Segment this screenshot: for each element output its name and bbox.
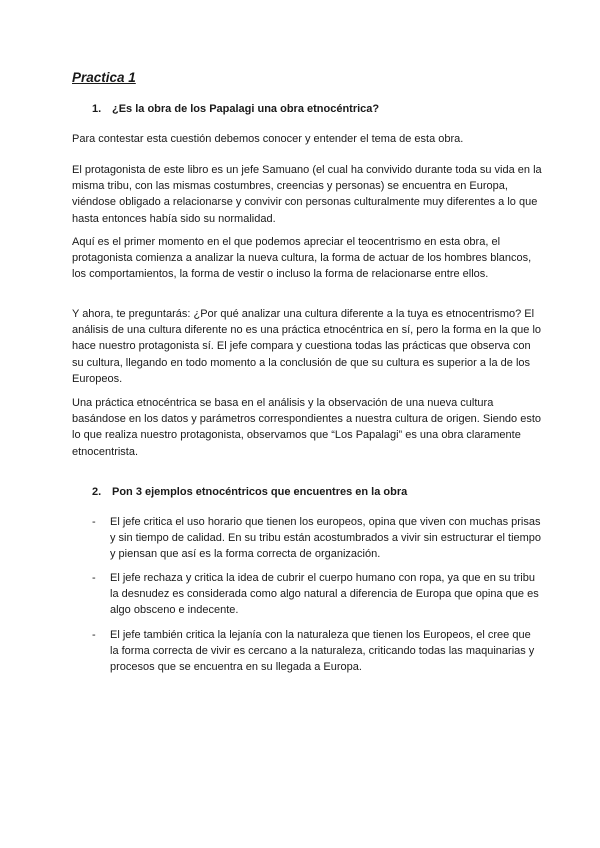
question-1-number: 1. <box>92 103 102 115</box>
list-item <box>92 627 542 676</box>
list-item <box>92 514 542 563</box>
example-2-text: El jefe rechaza y critica la idea de cubrir el cuerpo humano con ropa, ya que en su tribu la desnudez es considerada como algo natural a diferencia de Europa que opina que es algo obsceno e indecente. <box>110 572 539 617</box>
paragraph-2: El protagonista de este libro es un jefe Samuano (el cual ha convivido durante toda su vida en la misma tribu, con las mismas costumbres, creencias y personas) se encuentra en Europa, viéndose obligado a relacionarse y convivir con personas culturalmente muy diferentes a lo que hasta entonces había sido su normalidad. <box>72 164 542 225</box>
question-2-number: 2. <box>92 486 102 498</box>
paragraph-1: Para contestar esta cuestión debemos conocer y entender el tema de esta obra. <box>72 133 464 145</box>
bullet-dash: - <box>92 516 96 528</box>
question-1-heading <box>92 101 379 118</box>
bullet-dash: - <box>92 572 96 584</box>
page-title: Practica 1 <box>72 70 136 85</box>
question-2-text: Pon 3 ejemplos etnocéntricos que encuentres en la obra <box>112 486 408 498</box>
question-2-heading <box>92 484 407 501</box>
paragraph-4: Y ahora, te preguntarás: ¿Por qué analizar una cultura diferente a la tuya es etnocentrismo? El análisis de una cultura diferente no es una práctica etnocéntrica en sí, pero la forma en la que lo hace nuestro protagonista sí. El jefe compara y cuestiona todas las prácticas que observa con su cultura, llegando en todo momento a la conclusión de que su cultura es superior a la de los Europeos. <box>72 308 542 385</box>
question-1-text: ¿Es la obra de los Papalagi una obra etnocéntrica? <box>112 103 380 115</box>
list-item <box>92 570 542 619</box>
paragraph-5: Una práctica etnocéntrica se basa en el análisis y la observación de una nueva cultura basándose en los datos y parámetros correspondientes a nuestra cultura de origen. Siendo esto lo que realiza nuestro protagonista, observamos que “Los Papalagi” es una obra claramente etnocentrista. <box>72 397 542 458</box>
paragraph-3: Aquí es el primer momento en el que podemos apreciar el teocentrismo en esta obra, el protagonista comienza a analizar la nueva cultura, la forma de actuar de los hombres blancos, los comportamientos, la forma de vestir o incluso la forma de relacionarse entre ellos. <box>72 236 532 281</box>
example-1-text: El jefe critica el uso horario que tienen los europeos, opina que viven con muchas prisas y sin tiempo de calidad. En su tribu están acostumbrados a vivir sin estructurar el tiempo y piensan que así es la forma correcta de organización. <box>110 516 542 561</box>
bullet-dash: - <box>92 629 96 641</box>
example-3-text: El jefe también critica la lejanía con la naturaleza que tienen los Europeos, el cree que la forma correcta de vivir es cercano a la naturaleza, criticando todas las maquinarias y procesos que se encuentra en su llegada a Europa. <box>110 629 535 674</box>
